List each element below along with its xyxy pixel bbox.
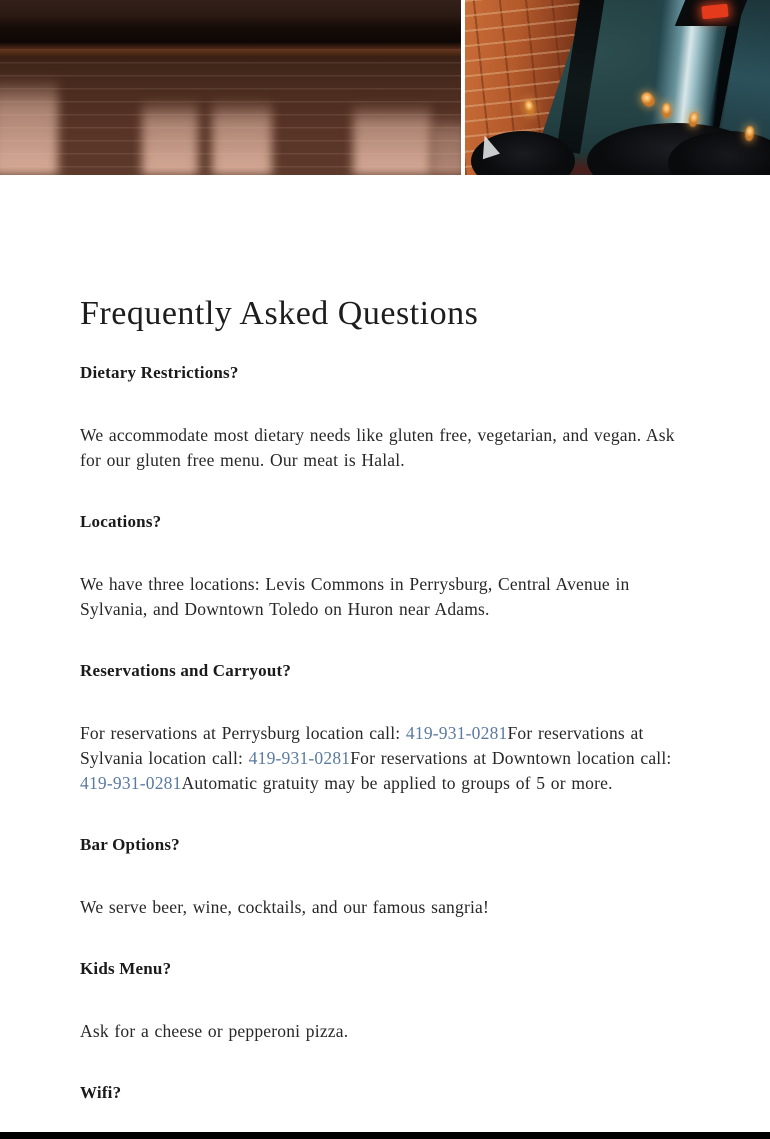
faq-item-dietary xyxy=(80,362,690,473)
brick-lounge-photo xyxy=(465,0,770,175)
window-reflection xyxy=(212,99,272,175)
faq-item-wifi xyxy=(80,1082,690,1104)
faq-question: Kids Menu? xyxy=(80,959,172,978)
faq-item-reservations xyxy=(80,660,690,796)
faq-question: Locations? xyxy=(80,512,162,531)
faq-answer: We have three locations: Levis Commons in Perrysburg, Central Avenue in Sylvania, and Downtown Toledo on Huron near Adams. xyxy=(80,574,630,619)
faq-answer: Ask for a cheese or pepperoni pizza. xyxy=(80,1021,349,1041)
faq-question: Bar Options? xyxy=(80,835,180,854)
wood-panel-interior-photo xyxy=(0,0,461,175)
faq-answer xyxy=(80,721,690,796)
window-reflection xyxy=(142,99,198,175)
phone-link-sylvania[interactable]: 419-931-0281 xyxy=(248,748,351,768)
faq-question: Reservations and Carryout? xyxy=(80,661,292,680)
faq-question: Wifi? xyxy=(80,1083,122,1102)
page-title: Frequently Asked Questions xyxy=(80,295,479,332)
phone-link-downtown[interactable]: 419-931-0281 xyxy=(80,773,182,793)
answer-text: For reservations at Sylvania location call: xyxy=(80,723,644,768)
window-reflection xyxy=(432,115,461,175)
phone-link-perrysburg[interactable]: 419-931-0281 xyxy=(405,723,508,743)
faq-item-bar xyxy=(80,834,690,920)
bottom-bar xyxy=(0,1132,770,1139)
window-reflection xyxy=(353,103,431,175)
faq-question: Dietary Restrictions? xyxy=(80,363,239,382)
candle-light xyxy=(662,103,671,118)
window-reflection xyxy=(0,77,58,175)
photo-strip xyxy=(0,0,770,175)
exit-sign xyxy=(701,4,728,20)
answer-text: For reservations at Perrysburg location call: xyxy=(80,723,406,743)
answer-text: For reservations at Downtown location call: xyxy=(350,748,672,768)
faq-item-kids xyxy=(80,958,690,1044)
answer-text: Automatic gratuity may be applied to groups of 5 or more. xyxy=(181,773,613,793)
wood-beam xyxy=(0,49,461,56)
faq-section xyxy=(0,293,770,1104)
faq-answer: We serve beer, wine, cocktails, and our famous sangria! xyxy=(80,897,490,917)
faq-answer: We accommodate most dietary needs like gluten free, vegetarian, and vegan. Ask for our gluten free menu. Our meat is Halal. xyxy=(80,425,675,470)
faq-item-locations xyxy=(80,511,690,622)
